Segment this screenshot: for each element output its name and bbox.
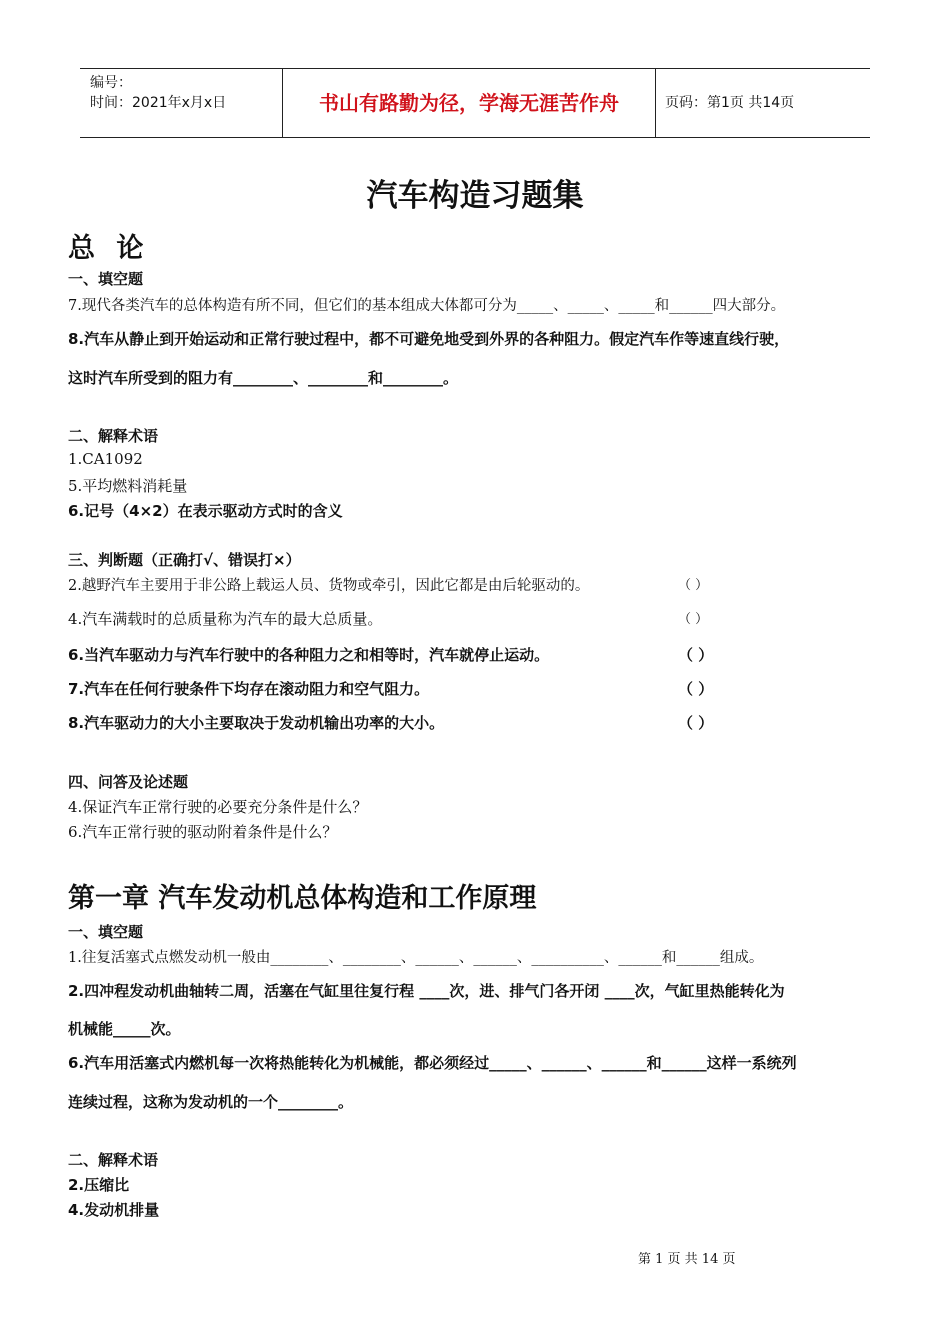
qa-q4: 4.保证汽车正常行驶的必要充分条件是什么？ xyxy=(68,798,368,816)
chapter1-heading: 第一章 汽车发动机总体构造和工作原理 xyxy=(68,883,537,914)
number-label: 编号： xyxy=(90,75,132,91)
intro-fill-heading: 一、填空题 xyxy=(68,270,144,288)
intro-terms-heading: 二、解释术语 xyxy=(68,427,159,445)
judge-q8: 8.汽车驱动力的大小主要取决于发动机输出功率的大小。 xyxy=(68,714,445,732)
intro-term-5: 5.平均燃料消耗量 xyxy=(68,477,188,495)
intro-qa-heading: 四、问答及论述题 xyxy=(68,773,189,791)
judge-q7-paren: （ ） xyxy=(678,680,714,698)
ch1-terms-heading: 二、解释术语 xyxy=(68,1151,159,1169)
header-table xyxy=(80,68,870,138)
judge-q2-paren: （ ） xyxy=(678,578,709,593)
ch1-fill-heading: 一、填空题 xyxy=(68,923,144,941)
intro-heading: 总 论 xyxy=(68,233,150,264)
page-footer: 第 1 页 共 14 页 xyxy=(638,1252,736,1267)
judge-q7: 7.汽车在任何行驶条件下均存在滚动阻力和空气阻力。 xyxy=(68,680,430,698)
judge-q8-paren: （ ） xyxy=(678,714,714,732)
judge-q4: 4.汽车满载时的总质量称为汽车的最大总质量。 xyxy=(68,610,383,628)
motto: 书山有路勤为径，学海无涯苦作舟 xyxy=(282,69,656,137)
ch1-fill-q2b: 机械能_____次。 xyxy=(68,1020,181,1038)
ch1-fill-q6a: 6.汽车用活塞式内燃机每一次将热能转化为机械能，都必须经过_____、______、______和______这样一系统列 xyxy=(68,1054,797,1072)
intro-fill-q8b: 这时汽车所受到的阻力有________、________和________。 xyxy=(68,369,459,387)
judge-q2: 2.越野汽车主要用于非公路上载运人员、货物或牵引，因此它都是由后轮驱动的。 xyxy=(68,578,590,594)
intro-term-1: 1.CA1092 xyxy=(68,450,143,468)
intro-term-6: 6.记号（4×2）在表示驱动方式时的含义 xyxy=(68,502,343,520)
intro-fill-q8a: 8.汽车从静止到开始运动和正常行驶过程中，都不可避免地受到外界的各种阻力。假定汽车作等速直线行驶， xyxy=(68,330,790,348)
document-title: 汽车构造习题集 xyxy=(366,178,584,214)
ch1-fill-q2a: 2.四冲程发动机曲轴转二周，活塞在气缸里往复行程 ____次，进、排气门各开闭 ____次，气缸里热能转化为 xyxy=(68,982,785,1000)
time-label: 时间：2021年x月x日 xyxy=(90,95,227,111)
judge-q6: 6.当汽车驱动力与汽车行驶中的各种阻力之和相等时，汽车就停止运动。 xyxy=(68,646,550,664)
header-meta-cell xyxy=(80,69,282,137)
judge-q4-paren: （ ） xyxy=(678,612,709,627)
page-label: 页码：第1页 共14页 xyxy=(665,95,795,111)
ch1-fill-q6b: 连续过程，这称为发动机的一个________。 xyxy=(68,1093,354,1111)
ch1-fill-q1: 1.往复活塞式点燃发动机一般由________、________、______、______、__________、______和______组成。 xyxy=(68,950,764,966)
judge-q6-paren: （ ） xyxy=(678,646,714,664)
ch1-term-2: 2.压缩比 xyxy=(68,1176,130,1194)
qa-q6: 6.汽车正常行驶的驱动附着条件是什么？ xyxy=(68,823,338,841)
intro-fill-q7: 7.现代各类汽车的总体构造有所不同，但它们的基本组成大体都可分为_____、_____、_____和______四大部分。 xyxy=(68,298,786,314)
intro-judge-heading: 三、判断题（正确打√、错误打×） xyxy=(68,551,301,569)
ch1-term-4: 4.发动机排量 xyxy=(68,1201,160,1219)
